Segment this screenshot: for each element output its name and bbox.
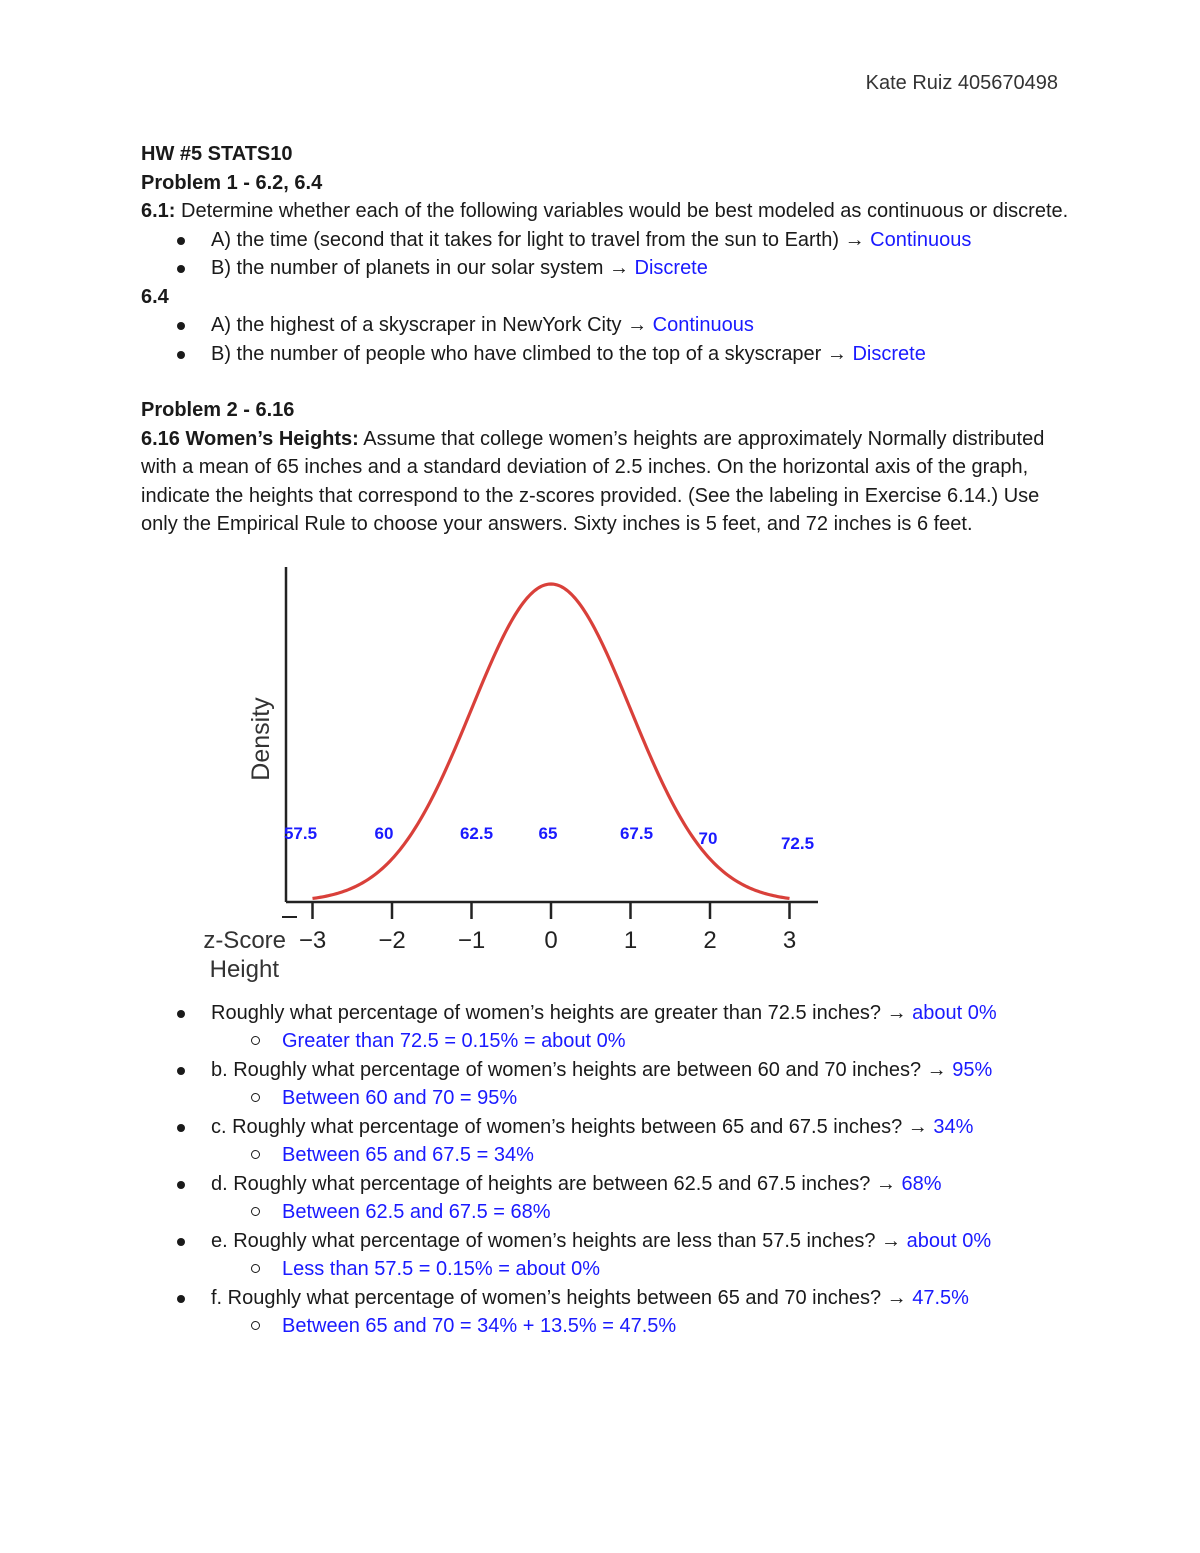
chart-svg xyxy=(141,539,1071,999)
x-tick-label: 1 xyxy=(623,926,638,954)
x-tick-label: −3 xyxy=(298,926,327,954)
height-label: 70 xyxy=(698,828,718,848)
question-answer: 95% xyxy=(952,1058,993,1081)
list-item xyxy=(141,226,1071,255)
height-label: 62.5 xyxy=(459,823,494,843)
height-label: 72.5 xyxy=(780,833,815,853)
answer-detail-text: Between 62.5 and 67.5 = 68% xyxy=(282,1201,551,1223)
question-text: b. Roughly what percentage of women’s heights are between 60 and 70 inches? → xyxy=(211,1058,953,1081)
answer-detail-list xyxy=(141,1141,1071,1170)
question-answer: 47.5% xyxy=(912,1286,969,1309)
answer-detail-wrap xyxy=(141,1027,1071,1056)
answer-detail-list xyxy=(141,1027,1071,1056)
question-text: f. Roughly what percentage of women’s heights between 65 and 70 inches? → xyxy=(211,1286,913,1309)
document-content xyxy=(141,140,1071,1341)
item-answer: Continuous xyxy=(652,314,754,336)
list-item xyxy=(141,254,1071,283)
x-tick-label: 2 xyxy=(703,926,717,954)
answer-detail-list xyxy=(141,1198,1071,1227)
question-item xyxy=(141,1113,1071,1142)
answer-detail xyxy=(141,1255,1071,1284)
question-item xyxy=(141,999,1071,1028)
list-item xyxy=(141,340,1071,369)
question-6-1-text: Determine whether each of the following variables would be best modeled as continuous or discrete. xyxy=(175,200,1069,222)
problem-1-heading: Problem 1 - 6.2, 6.4 xyxy=(141,171,323,194)
answer-detail-wrap xyxy=(141,1312,1071,1341)
problem-2-questions xyxy=(141,999,1071,1341)
question-6-16-label: 6.16 Women’s Heights: xyxy=(141,427,359,450)
answer-detail-text: Between 65 and 70 = 34% + 13.5% = 47.5% xyxy=(282,1315,677,1337)
answer-detail-wrap xyxy=(141,1141,1071,1170)
question-item xyxy=(141,1284,1071,1313)
question-answer: 34% xyxy=(933,1115,974,1138)
question-6-16-text: Assume that college women’s heights are approximately Normally distributed with a mean of 65 inches and a standard deviation of 2.5 inches. On the horizontal axis of the graph, indicate the heights that correspond to the z-scores provided. (See the labeling in Exercise 6.14.) Use only the Empirical Rule to choose your answers. Sixty inches is 5 feet, and 72 inches is 6 feet. xyxy=(141,427,1045,535)
density-curve xyxy=(313,584,790,898)
answer-detail xyxy=(141,1141,1071,1170)
item-text: A) the time (second that it takes for light to travel from the sun to Earth) → xyxy=(211,228,871,251)
x-tick-label: −2 xyxy=(378,926,406,954)
question-text: c. Roughly what percentage of women’s heights between 65 and 67.5 inches? → xyxy=(211,1115,934,1138)
normal-curve-chart xyxy=(141,539,1071,999)
question-6-4-list xyxy=(141,311,1071,368)
question-text: d. Roughly what percentage of heights are between 62.5 and 67.5 inches? → xyxy=(211,1172,902,1195)
answer-detail-list xyxy=(141,1312,1071,1341)
answer-detail xyxy=(141,1027,1071,1056)
question-6-1-label: 6.1: xyxy=(141,200,176,222)
item-text: B) the number of people who have climbed to the top of a skyscraper → xyxy=(211,342,853,365)
question-item xyxy=(141,1170,1071,1199)
question-6-16 xyxy=(141,425,1071,539)
answer-detail-list xyxy=(141,1084,1071,1113)
question-6-1 xyxy=(141,197,1071,226)
height-label: 67.5 xyxy=(619,823,654,843)
item-answer: Continuous xyxy=(870,228,972,251)
question-text: Roughly what percentage of women’s heights are greater than 72.5 inches? → xyxy=(211,1001,913,1024)
x-tick-label: −1 xyxy=(457,926,486,954)
height-label: 57.5 xyxy=(283,823,318,843)
doc-title: HW #5 STATS10 xyxy=(141,143,293,165)
answer-detail-text: Greater than 72.5 = 0.15% = about 0% xyxy=(282,1030,626,1052)
answer-detail-wrap xyxy=(141,1084,1071,1113)
answer-detail xyxy=(141,1084,1071,1113)
item-answer: Discrete xyxy=(852,342,926,365)
problem-2-heading: Problem 2 - 6.16 xyxy=(141,399,295,421)
question-answer: about 0% xyxy=(906,1229,992,1252)
question-6-1-list xyxy=(141,226,1071,283)
question-text: e. Roughly what percentage of women’s heights are less than 57.5 inches? → xyxy=(211,1229,907,1252)
height-label: 60 xyxy=(374,823,394,843)
student-name: Kate Ruiz 405670498 xyxy=(865,72,1058,94)
item-answer: Discrete xyxy=(634,257,708,279)
question-answer: about 0% xyxy=(912,1001,997,1024)
list-item xyxy=(141,311,1071,340)
answer-detail-text: Less than 57.5 = 0.15% = about 0% xyxy=(282,1258,601,1280)
height-label: 65 xyxy=(538,823,558,843)
item-text: A) the highest of a skyscraper in NewYork City → xyxy=(211,314,653,336)
answer-detail-text: Between 60 and 70 = 95% xyxy=(282,1087,518,1109)
question-item xyxy=(141,1227,1071,1256)
x-tick-label: 3 xyxy=(782,926,797,954)
answer-detail-list xyxy=(141,1255,1071,1284)
y-axis-label: Density xyxy=(247,696,275,781)
answer-detail-text: Between 65 and 67.5 = 34% xyxy=(282,1144,534,1166)
answer-detail xyxy=(141,1198,1071,1227)
question-answer: 68% xyxy=(901,1172,942,1195)
answer-detail-wrap xyxy=(141,1255,1071,1284)
x-axis-label-height: Height xyxy=(209,955,279,983)
item-text: B) the number of planets in our solar system → xyxy=(211,257,635,279)
question-6-4-label: 6.4 xyxy=(141,285,169,308)
answer-detail xyxy=(141,1312,1071,1341)
answer-detail-wrap xyxy=(141,1198,1071,1227)
x-axis-label-zscore: z-Score xyxy=(203,926,286,954)
question-item xyxy=(141,1056,1071,1085)
x-tick-label: 0 xyxy=(544,926,558,954)
